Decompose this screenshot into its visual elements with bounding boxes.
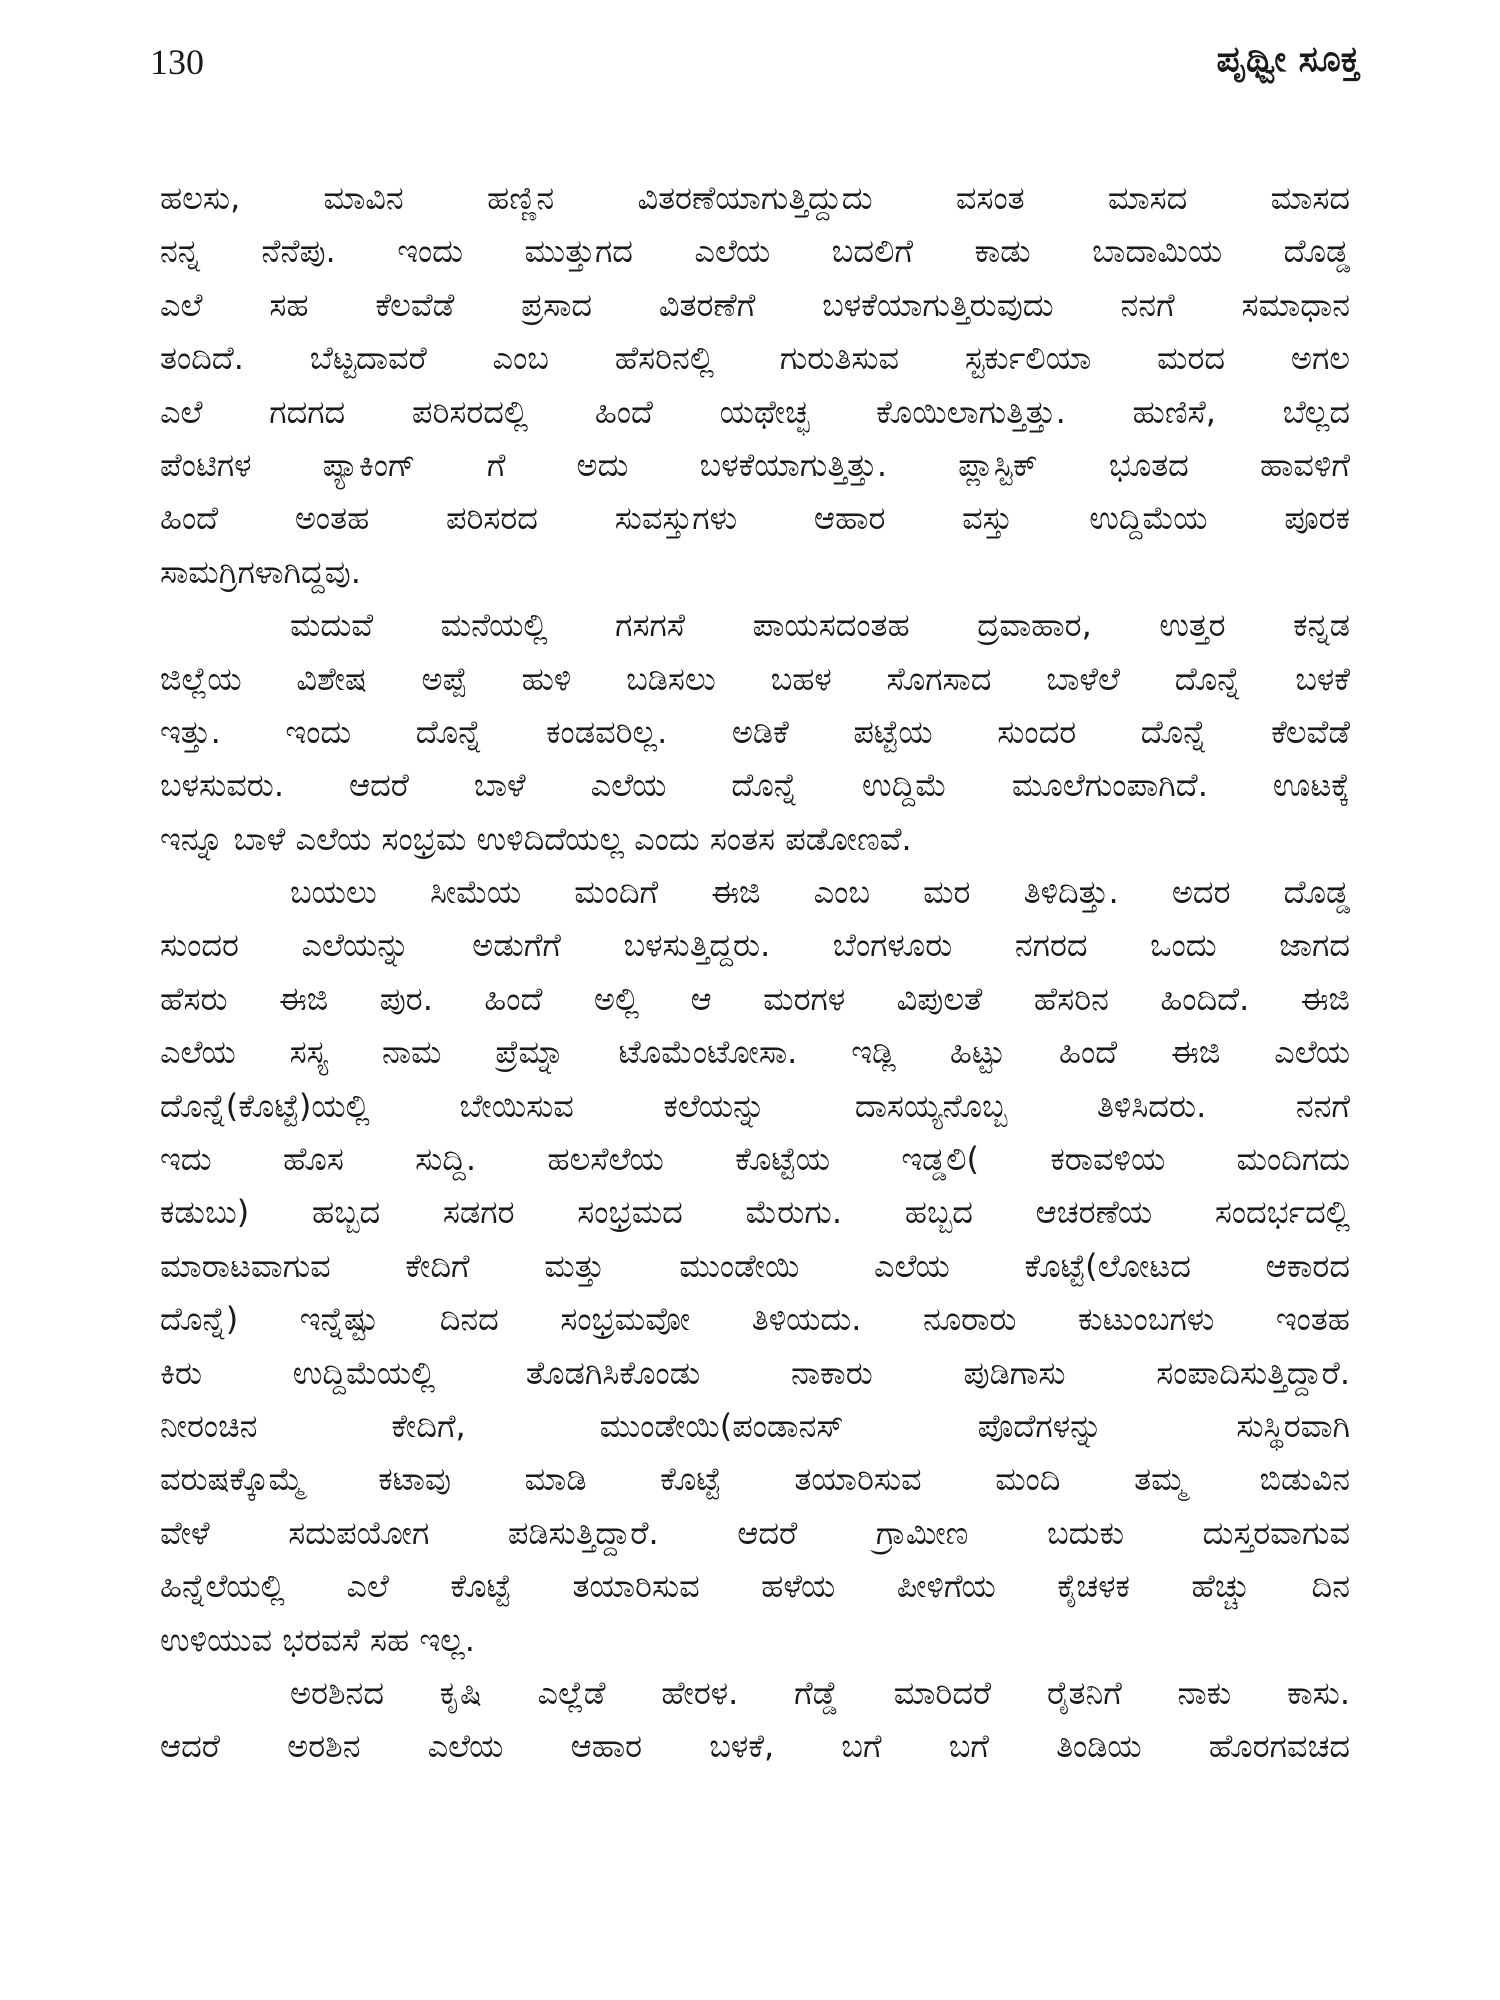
- text-line: ಹಲಸು, ಮಾವಿನ ಹಣ್ಣಿನ ವಿತರಣೆಯಾಗುತ್ತಿದ್ದುದು ವಸಂತ ಮಾಸದ ಮಾಸದ: [160, 179, 1350, 217]
- text-line: ಎಲೆ ಗದಗದ ಪರಿಸರದಲ್ಲಿ ಹಿಂದೆ ಯಥೇಚ್ಛ ಕೊಯಿಲಾಗುತ್ತಿತ್ತು. ಹುಣಿಸೆ, ಬೆಲ್ಲದ: [160, 392, 1350, 431]
- text-line: ಇದು ಹೊಸ ಸುದ್ದಿ. ಹಲಸೆಲೆಯ ಕೊಟ್ಟೆಯ ಇಡ್ಡಲಿ( ಕರಾವಳಿಯ ಮಂದಿಗದು: [160, 1140, 1350, 1179]
- text-line: ನೀರಂಚಿನ ಕೇದಿಗೆ, ಮುಂಡೇಯಿ(ಪಂಡಾನಸ್ ಪೊದೆಗಳನ್ನು ಸುಸ್ಥಿರವಾಗಿ: [160, 1406, 1350, 1445]
- text-line: ಕಿರು ಉದ್ದಿಮೆಯಲ್ಲಿ ತೊಡಗಿಸಿಕೊಂಡು ನಾಕಾರು ಪುಡಿಗಾಸು ಸಂಪಾದಿಸುತ್ತಿದ್ದಾರೆ.: [160, 1353, 1350, 1392]
- text-line: ಬಳಸುವರು. ಆದರೆ ಬಾಳೆ ಎಲೆಯ ದೊನ್ನೆ ಉದ್ದಿಮೆ ಮೂಲೆಗುಂಪಾಗಿದೆ. ಊಟಕ್ಕೆ: [160, 766, 1350, 805]
- text-line: ಹೆಸರು ಈಜಿ ಪುರ. ಹಿಂದೆ ಅಲ್ಲಿ ಆ ಮರಗಳ ವಿಪುಲತೆ ಹೆಸರಿನ ಹಿಂದಿದೆ. ಈಜಿ: [160, 979, 1350, 1018]
- text-line: ದೊನ್ನೆ(ಕೊಟ್ಟೆ)ಯಲ್ಲಿ ಬೇಯಿಸುವ ಕಲೆಯನ್ನು ದಾಸಯ್ಯನೊಬ್ಬ ತಿಳಿಸಿದರು. ನನಗೆ: [160, 1086, 1350, 1125]
- running-title: ಪೃಥ್ವೀ ಸೂಕ್ತ: [1216, 39, 1360, 80]
- text-line: ಸಾಮಗ್ರಿಗಳಾಗಿದ್ದವು.: [160, 552, 361, 591]
- body-text: [160, 172, 1350, 1774]
- text-line: ಮಾರಾಟವಾಗುವ ಕೇದಿಗೆ ಮತ್ತು ಮುಂಡೇಯಿ ಎಲೆಯ ಕೊಟ್ಟೆ(ಲೋಟದ ಆಕಾರದ: [160, 1246, 1350, 1285]
- text-line: ಇನ್ನೂ ಬಾಳೆ ಎಲೆಯ ಸಂಭ್ರಮ ಉಳಿದಿದೆಯಲ್ಲ ಎಂದು ಸಂತಸ ಪಡೋಣವೆ.: [160, 819, 912, 858]
- text-line: ಕಡುಬು) ಹಬ್ಬದ ಸಡಗರ ಸಂಭ್ರಮದ ಮೆರುಗು. ಹಬ್ಬದ ಆಚರಣೆಯ ಸಂದರ್ಭದಲ್ಲಿ: [160, 1193, 1350, 1232]
- text-line: ಪೆಂಟಿಗಳ ಪ್ಯಾಕಿಂಗ್ ಗೆ ಅದು ಬಳಕೆಯಾಗುತ್ತಿತ್ತು. ಪ್ಲಾಸ್ಟಿಕ್ ಭೂತದ ಹಾವಳಿಗೆ: [160, 445, 1350, 484]
- text-line: ನನ್ನ ನೆನೆಪು. ಇಂದು ಮುತ್ತುಗದ ಎಲೆಯ ಬದಲಿಗೆ ಕಾಡು ಬಾದಾಮಿಯ ದೊಡ್ಡ: [160, 232, 1350, 271]
- text-line: ಹಿನ್ನೆಲೆಯಲ್ಲಿ ಎಲೆ ಕೊಟ್ಟೆ ತಯಾರಿಸುವ ಹಳೆಯ ಪೀಳಿಗೆಯ ಕೈಚಳಕ ಹೆಚ್ಚು ದಿನ: [160, 1567, 1350, 1606]
- text-line: ತಂದಿದೆ. ಬೆಟ್ಟದಾವರೆ ಎಂಬ ಹೆಸರಿನಲ್ಲಿ ಗುರುತಿಸುವ ಸ್ಟರ್ಕುಲಿಯಾ ಮರದ ಅಗಲ: [160, 339, 1350, 378]
- text-line: ಇತ್ತು. ಇಂದು ದೊನ್ನೆ ಕಂಡವರಿಲ್ಲ. ಅಡಿಕೆ ಪಟ್ಟೆಯ ಸುಂದರ ದೊನ್ನೆ ಕೆಲವೆಡೆ: [160, 712, 1350, 751]
- text-line: ಸುಂದರ ಎಲೆಯನ್ನು ಅಡುಗೆಗೆ ಬಳಸುತ್ತಿದ್ದರು. ಬೆಂಗಳೂರು ನಗರದ ಒಂದು ಜಾಗದ: [160, 926, 1350, 965]
- paragraph-first-line: ಬಯಲು ಸೀಮೆಯ ಮಂದಿಗೆ ಈಜಿ ಎಂಬ ಮರ ತಿಳಿದಿತ್ತು. ಅದರ ದೊಡ್ಡ: [290, 873, 1350, 912]
- paragraph-first-line: ಮದುವೆ ಮನೆಯಲ್ಲಿ ಗಸಗಸೆ ಪಾಯಸದಂತಹ ದ್ರವಾಹಾರ, ಉತ್ತರ ಕನ್ನಡ: [290, 606, 1350, 645]
- text-line: ದೊನ್ನೆ) ಇನ್ನೆಷ್ಟು ದಿನದ ಸಂಭ್ರಮವೋ ತಿಳಿಯದು. ನೂರಾರು ಕುಟುಂಬಗಳು ಇಂತಹ: [160, 1300, 1350, 1339]
- text-line: ವೇಳೆ ಸದುಪಯೋಗ ಪಡಿಸುತ್ತಿದ್ದಾರೆ. ಆದರೆ ಗ್ರಾಮೀಣ ಬದುಕು ದುಸ್ತರವಾಗುವ: [160, 1513, 1350, 1552]
- text-line: ಉಳಿಯುವ ಭರವಸೆ ಸಹ ಇಲ್ಲ.: [160, 1620, 475, 1659]
- text-line: ಜಿಲ್ಲೆಯ ವಿಶೇಷ ಅಪ್ಪೆ ಹುಳಿ ಬಡಿಸಲು ಬಹಳ ಸೊಗಸಾದ ಬಾಳೆಲೆ ದೊನ್ನೆ ಬಳಕೆ: [160, 659, 1350, 698]
- text-line: ಎಲೆ ಸಹ ಕೆಲವೆಡೆ ಪ್ರಸಾದ ವಿತರಣೆಗೆ ಬಳಕೆಯಾಗುತ್ತಿರುವುದು ನನಗೆ ಸಮಾಧಾನ: [160, 285, 1350, 324]
- text-line: ಹಿಂದೆ ಅಂತಹ ಪರಿಸರದ ಸುವಸ್ತುಗಳು ಆಹಾರ ವಸ್ತು ಉದ್ದಿಮೆಯ ಪೂರಕ: [160, 499, 1350, 538]
- text-line: ವರುಷಕ್ಕೊಮ್ಮೆ ಕಟಾವು ಮಾಡಿ ಕೊಟ್ಟೆ ತಯಾರಿಸುವ ಮಂದಿ ತಮ್ಮ ಬಿಡುವಿನ: [160, 1460, 1350, 1499]
- page-number: 130: [150, 42, 204, 82]
- paragraph-first-line: ಅರಶಿನದ ಕೃಷಿ ಎಲ್ಲೆಡೆ ಹೇರಳ. ಗೆಡ್ಡೆ ಮಾರಿದರೆ ರೈತನಿಗೆ ನಾಕು ಕಾಸು.: [290, 1673, 1350, 1712]
- text-line: ಎಲೆಯ ಸಸ್ಯ ನಾಮ ಪ್ರೆಮ್ನಾ ಟೊಮೆಂಟೋಸಾ. ಇಡ್ಲಿ ಹಿಟ್ಟು ಹಿಂದೆ ಈಜಿ ಎಲೆಯ: [160, 1033, 1350, 1072]
- text-line: ಆದರೆ ಅರಶಿನ ಎಲೆಯ ಆಹಾರ ಬಳಕೆ, ಬಗೆ ಬಗೆ ತಿಂಡಿಯ ಹೊರಗವಚದ: [160, 1727, 1350, 1766]
